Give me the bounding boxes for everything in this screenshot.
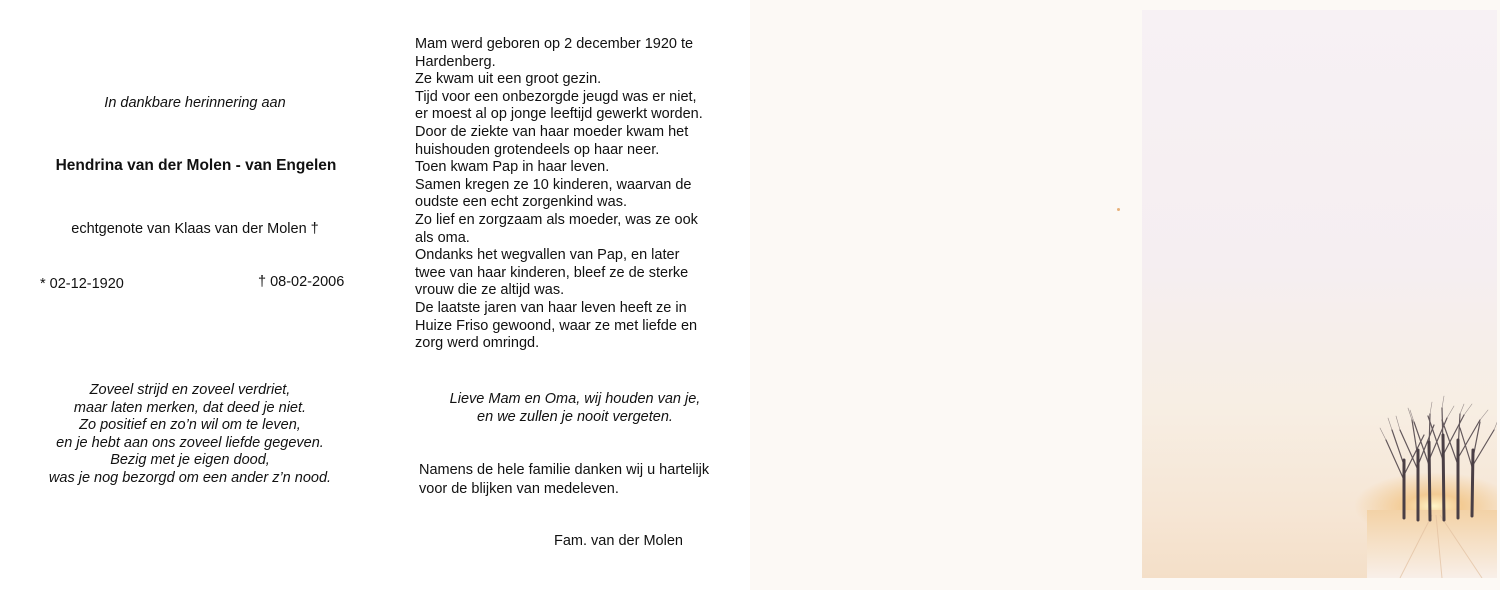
- birth-date: * 02-12-1920: [40, 276, 124, 292]
- winter-trees-illustration: [1142, 10, 1497, 578]
- biography-line: oudste een echt zorgenkind was.: [415, 194, 627, 211]
- farewell-line: en we zullen je nooit vergeten.: [477, 408, 673, 425]
- poem-line: en je hebt aan ons zoveel liefde gegeven.: [56, 434, 324, 451]
- thanks-message: [419, 461, 739, 499]
- biography-line: Samen kregen ze 10 kinderen, waarvan de: [415, 176, 692, 193]
- poem-line: Zoveel strijd en zoveel verdriet,: [89, 382, 291, 398]
- remembrance-intro: In dankbare herinnering aan: [104, 95, 286, 111]
- farewell-line: Lieve Mam en Oma, wij houden van je,: [449, 391, 701, 407]
- biography-line: huishouden grotendeels op haar neer.: [415, 141, 660, 158]
- poem-line: was je nog bezorgd om een ander z’n nood.: [48, 469, 332, 486]
- poem-line: Bezig met je eigen dood,: [110, 452, 270, 469]
- biography-line: Mam werd geboren op 2 december 1920 te: [415, 36, 694, 52]
- biography-line: als oma.: [415, 229, 470, 246]
- thanks-line: Namens de hele familie danken wij u hartelijk: [419, 462, 710, 478]
- biography-line: Toen kwam Pap in haar leven.: [415, 159, 610, 176]
- deceased-name: Hendrina van der Molen - van Engelen: [55, 157, 337, 174]
- thanks-line: voor de blijken van medeleven.: [419, 481, 619, 497]
- family-signature: Fam. van der Molen: [554, 533, 683, 549]
- paper-speck: [1117, 208, 1120, 211]
- biography-text: [415, 36, 735, 353]
- spouse-line: echtgenote van Klaas van der Molen †: [71, 221, 319, 237]
- poem-line: Zo positief en zo’n wil om te leven,: [79, 417, 301, 434]
- death-date: † 08-02-2006: [258, 274, 345, 290]
- biography-line: Ze kwam uit een groot gezin.: [415, 71, 602, 88]
- cover-photo: [1142, 10, 1497, 578]
- biography-line: Ondanks het wegvallen van Pap, en later: [415, 247, 680, 264]
- biography-line: Door de ziekte van haar moeder kwam het: [415, 123, 689, 140]
- farewell-message: [420, 391, 730, 426]
- biography-line: Hardenberg.: [415, 53, 496, 70]
- biography-line: De laatste jaren van haar leven heeft ze in: [415, 299, 687, 316]
- biography-line: Huize Friso gewoond, waar ze met liefde en: [415, 317, 698, 334]
- poem-line: maar laten merken, dat deed je niet.: [73, 399, 307, 416]
- snow-field: [1367, 510, 1497, 578]
- biography-line: Tijd voor een onbezorgde jeugd was er niet,: [415, 88, 697, 105]
- memorial-poem: [30, 382, 350, 488]
- biography-line: zorg werd omringd.: [415, 335, 540, 352]
- biography-line: vrouw die ze altijd was.: [415, 282, 565, 299]
- biography-line: Zo lief en zorgzaam als moeder, was ze ook: [415, 211, 698, 228]
- biography-line: er moest al op jonge leeftijd gewerkt worden.: [415, 106, 703, 123]
- biography-line: twee van haar kinderen, bleef ze de sterke: [415, 264, 689, 281]
